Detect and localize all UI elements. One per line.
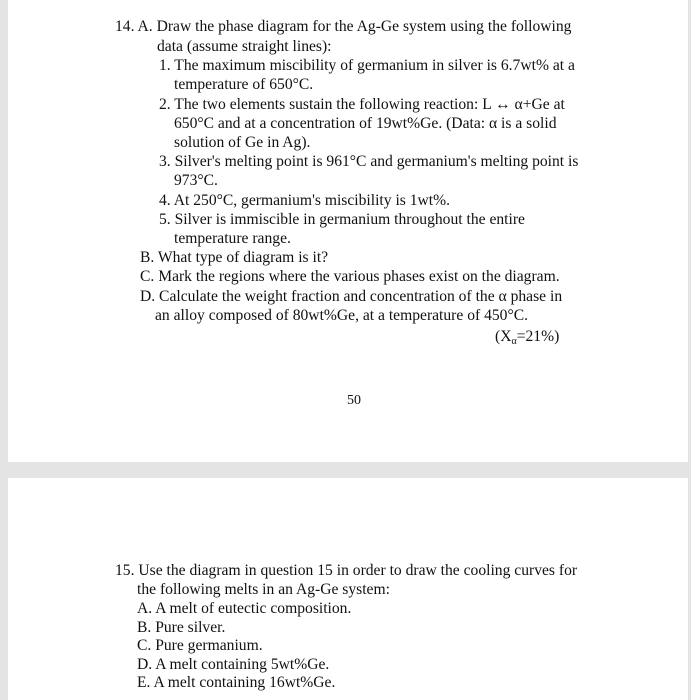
q14-item-2: 2. The two elements sustain the following reaction: L ↔ α+Ge at <box>159 96 565 113</box>
q15-item-b: B. Pure silver. <box>137 619 226 636</box>
q14-lead: 14. A. Draw the phase diagram for the Ag-Ge system using the following <box>115 18 572 35</box>
q14-part-b: B. What type of diagram is it? <box>140 249 329 266</box>
q15-item-d: D. A melt containing 5wt%Ge. <box>137 656 330 673</box>
q14-answer: $(X_\alpha=21\%)$ <box>495 328 560 347</box>
q14-lead-cont: data (assume straight lines): <box>157 38 332 55</box>
page-1 <box>8 0 688 462</box>
q15-item-a: A. A melt of eutectic composition. <box>137 600 352 617</box>
q14-item-5: 5. Silver is immiscible in germanium throughout the entire <box>159 211 525 228</box>
q14-item-5-cont: temperature range. <box>174 230 291 247</box>
page-2 <box>8 478 688 700</box>
q14-item-1: 1. The maximum miscibility of germanium in silver is 6.7wt% at a <box>159 57 575 74</box>
q14-item-4: 4. At 250°C, germanium's miscibility is 1wt%. <box>159 192 451 209</box>
q14-part-c: C. Mark the regions where the various phases exist on the diagram. <box>140 268 560 285</box>
q14-part-d-cont: an alloy composed of 80wt%Ge, at a temperature of 450°C. <box>155 307 529 324</box>
q14-item-3-cont: 973°C. <box>174 172 218 189</box>
question-15 <box>8 478 688 700</box>
q15-item-e: E. A melt containing 16wt%Ge. <box>137 674 336 691</box>
q15-item-c: C. Pure germanium. <box>137 637 263 654</box>
q14-item-1-cont: temperature of 650°C. <box>174 76 314 93</box>
q14-item-3: 3. Silver's melting point is 961°C and germanium's melting point is <box>159 153 579 170</box>
q14-item-2-cont: 650°C and at a concentration of 19wt%Ge. (Data: α is a solid <box>174 115 557 132</box>
q14-item-2-cont2: solution of Ge in Ag). <box>174 134 311 151</box>
page-number: 50 <box>347 393 361 408</box>
q15-lead: 15. Use the diagram in question 15 in order to draw the cooling curves for <box>115 562 578 579</box>
q14-part-d: D. Calculate the weight fraction and concentration of the α phase in <box>140 288 563 305</box>
q15-lead-cont: the following melts in an Ag-Ge system: <box>137 581 390 598</box>
